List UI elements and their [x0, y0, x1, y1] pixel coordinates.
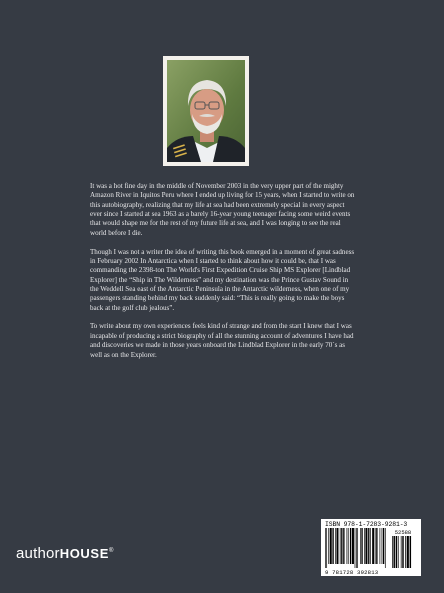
logo-heavy-text: HOUSE	[59, 546, 109, 561]
blurb-paragraph: Though I was not a writer the idea of writing this book emerged in a moment of great sadness in February 2002 In Antarctica when I started to think about how it could be, that I was commanding the 2398-ton The World's First Expedition Cruise Ship MS Explorer [Lindblad Explorer] the “Ship in The Wilderness” and my destination was the Prince Gustav Sound in the Weddell Sea east of the Antarctic Peninsula in the Antarctic wilderness, when one of my passengers standing behind my back suddenly said: “This is really going to make the boys back at the golf club jealous”.	[90, 247, 355, 312]
barcode-digits: 9 781728 392813	[325, 569, 379, 576]
publisher-logo	[16, 545, 114, 562]
registered-mark: ®	[108, 548, 114, 554]
author-photo-frame	[163, 56, 249, 166]
barcode-icon	[325, 528, 389, 568]
barcode-addon-icon	[392, 536, 414, 568]
author-portrait-icon	[167, 60, 245, 162]
logo-light-text: author	[16, 545, 60, 562]
back-cover-blurb	[90, 182, 356, 369]
blurb-paragraph: It was a hot fine day in the middle of November 2003 in the very upper part of the mighty Amazon River in Iquitos Peru where I ended up living for 15 years, when I started to write on this autobiography, realizing that my life at sea had been extremely special in every aspect ever since I started at sea 1963 as a barely 16-year young teenager facing some weird events that would shape me for the rest of my future life at sea, and I was longing to see the real world before I die.	[90, 182, 355, 237]
barcode-addon-number: 52588	[394, 529, 412, 536]
blurb-paragraph: To write about my own experiences feels kind of strange and from the start I knew that I was incapable of producing a strict biography of all the stunning account of adventures I have had and discoveries we made in those years onboard the Lindblad Explorer in the early 70´s as well as on the Explorer.	[90, 322, 354, 359]
isbn-barcode	[321, 519, 421, 576]
isbn-text: ISBN 978-1-7283-9281-3	[325, 521, 408, 528]
